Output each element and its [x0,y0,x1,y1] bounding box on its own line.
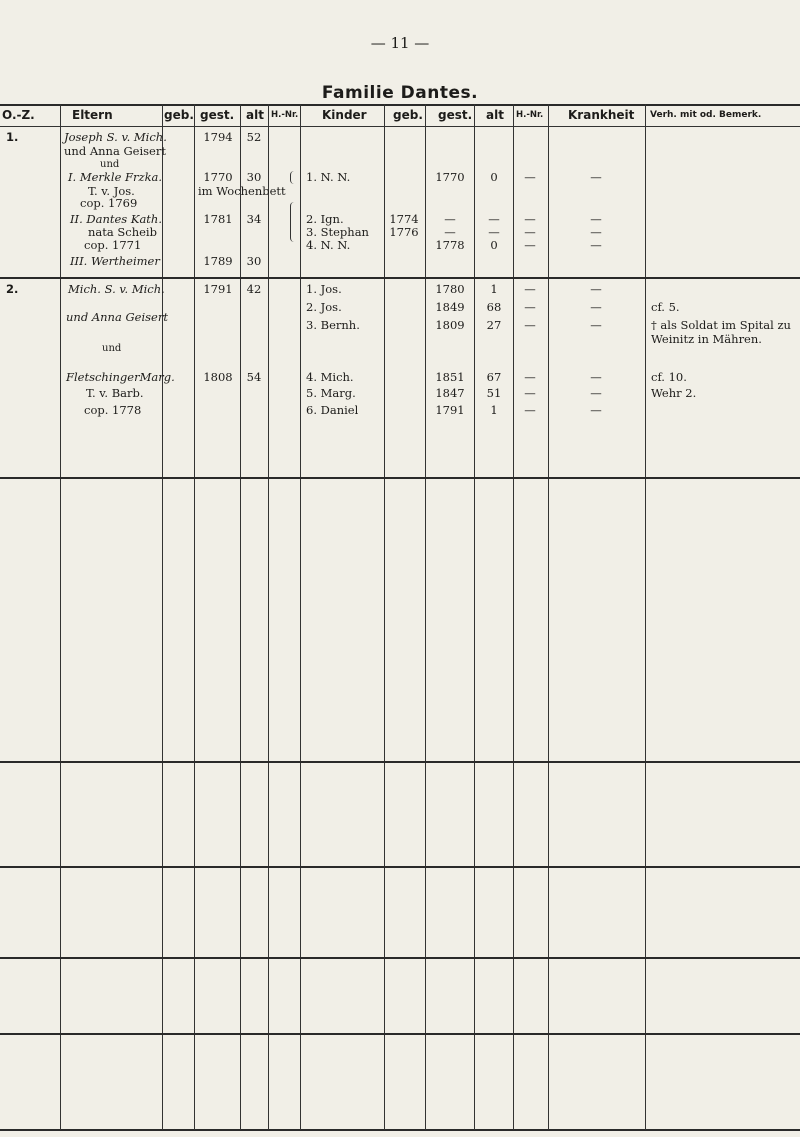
header-krankheit: Krankheit [568,108,635,122]
parent-line: und [102,343,122,354]
bracket [290,202,294,242]
child-krankheit: — [590,386,602,400]
rule-section-7 [0,1033,800,1035]
child-krankheit: — [590,300,602,314]
rule-header [0,126,800,127]
parent-gest: 1791 [203,282,233,296]
rule-section-6 [0,957,800,959]
parent-alt: 34 [246,212,262,226]
child-name: 3. Bernh. [306,318,360,332]
parent-line: cop. 1778 [84,403,142,417]
child-alt: 51 [486,386,502,400]
parent-line: und Anna Geisert [66,310,168,324]
header-alt: alt [246,108,264,122]
oz-number: 2. [6,282,19,296]
child-gest: 1851 [435,370,465,384]
vline-kgeb [384,104,385,1130]
vline-kalt [474,104,475,1130]
header-gest: gest. [200,108,235,122]
parent-line: Mich. S. v. Mich. [68,282,165,296]
header-verh: Verh. mit od. Bemerk. [650,110,762,120]
parent-gest: 1794 [203,130,233,144]
vline-kgest [425,104,426,1130]
child-name: 4. Mich. [306,370,354,384]
header-oz: O.-Z. [2,108,35,122]
child-krankheit: — [590,212,602,226]
child-alt: 0 [490,170,498,184]
child-hnr: — [524,403,536,417]
parent-line: FletschingerMarg. [66,370,175,384]
parent-line: T. v. Barb. [86,386,144,400]
child-hnr: — [524,300,536,314]
parent-alt: 30 [246,170,262,184]
parent-line: cop. 1771 [84,238,142,252]
child-name: 4. N. N. [306,238,351,252]
child-alt: 68 [486,300,502,314]
child-alt: 1 [490,282,498,296]
child-gest: 1849 [435,300,465,314]
child-gest: — [444,212,456,226]
rule-section-3 [0,477,800,479]
child-name: 6. Daniel [306,403,359,417]
child-geb: 1776 [389,225,419,239]
child-gest: — [444,225,456,239]
vline-gest [194,104,195,1130]
parent-line: T. v. Jos. [88,184,135,198]
child-hnr: — [524,282,536,296]
child-alt: 67 [486,370,502,384]
child-bemerkung: † als Soldat im Spital zu Weinitz in Mähren. [651,318,791,346]
child-hnr: — [524,386,536,400]
header-kalt: alt [486,108,504,122]
vline-krankheit [548,104,549,1130]
parent-gest: 1808 [203,370,233,384]
child-hnr: — [524,318,536,332]
wochenbett-note: im Wochenbett [198,184,286,198]
child-alt: 27 [486,318,502,332]
child-gest: 1780 [435,282,465,296]
child-alt: 0 [490,238,498,252]
rule-top [0,104,800,106]
child-hnr: — [524,212,536,226]
child-alt: 1 [490,403,498,417]
parent-alt: 54 [246,370,262,384]
child-krankheit: — [590,238,602,252]
child-name: 3. Stephan [306,225,369,239]
parent-gest: 1781 [203,212,233,226]
parent-line: und [100,159,120,170]
header-khnr: H.-Nr. [516,110,544,120]
child-name: 1. N. N. [306,170,351,184]
vline-eltern [60,104,61,1130]
vline-khnr [513,104,514,1130]
child-geb: 1774 [389,212,419,226]
header-eltern: Eltern [72,108,113,122]
family-title: Familie Dantes. [321,83,479,103]
parent-gest: 1789 [203,254,233,268]
parent-line: I. Merkle Frzka. [68,170,163,184]
child-hnr: — [524,370,536,384]
vline-hnr [268,104,269,1130]
child-krankheit: — [590,318,602,332]
parent-alt: 42 [246,282,262,296]
header-hnr: H.-Nr. [271,110,299,120]
child-hnr: — [524,170,536,184]
rule-section-5 [0,866,800,868]
parent-line: nata Scheib [88,225,157,239]
child-alt: — [488,225,500,239]
header-kinder: Kinder [322,108,367,122]
child-gest: 1809 [435,318,465,332]
parent-gest: 1770 [203,170,233,184]
child-name: 2. Ign. [306,212,344,226]
child-gest: 1791 [435,403,465,417]
table-header [0,104,800,128]
child-krankheit: — [590,225,602,239]
child-hnr: — [524,225,536,239]
child-name: 1. Jos. [306,282,342,296]
child-alt: — [488,212,500,226]
oz-number: 1. [6,130,19,144]
child-bemerkung: cf. 10. [651,370,687,384]
child-krankheit: — [590,370,602,384]
parent-line: III. Wertheimer [70,254,160,268]
child-bemerkung: cf. 5. [651,300,680,314]
header-kgest: gest. [438,108,473,122]
parent-line: II. Dantes Kath. [70,212,162,226]
parent-line: und Anna Geisert [64,144,166,158]
child-gest: 1770 [435,170,465,184]
header-kgeb: geb. [393,108,423,122]
parent-alt: 30 [246,254,262,268]
child-gest: 1778 [435,238,465,252]
child-hnr: — [524,238,536,252]
rule-section-2 [0,277,800,279]
child-krankheit: — [590,403,602,417]
parent-line: cop. 1769 [80,196,138,210]
vline-geb [162,104,163,1130]
parent-line: Joseph S. v. Mich. [64,130,167,144]
page-number: — 11 — [370,34,430,52]
child-bemerkung: Wehr 2. [651,386,697,400]
child-gest: 1847 [435,386,465,400]
child-krankheit: — [590,170,602,184]
vline-kinder [300,104,301,1130]
rule-bottom [0,1129,800,1131]
child-name: 5. Marg. [306,386,356,400]
vline-verh [645,104,646,1130]
parent-alt: 52 [246,130,262,144]
child-krankheit: — [590,282,602,296]
child-name: 2. Jos. [306,300,342,314]
rule-section-4 [0,761,800,763]
bracket [290,171,294,184]
header-geb: geb. [164,108,194,122]
vline-alt [240,104,241,1130]
